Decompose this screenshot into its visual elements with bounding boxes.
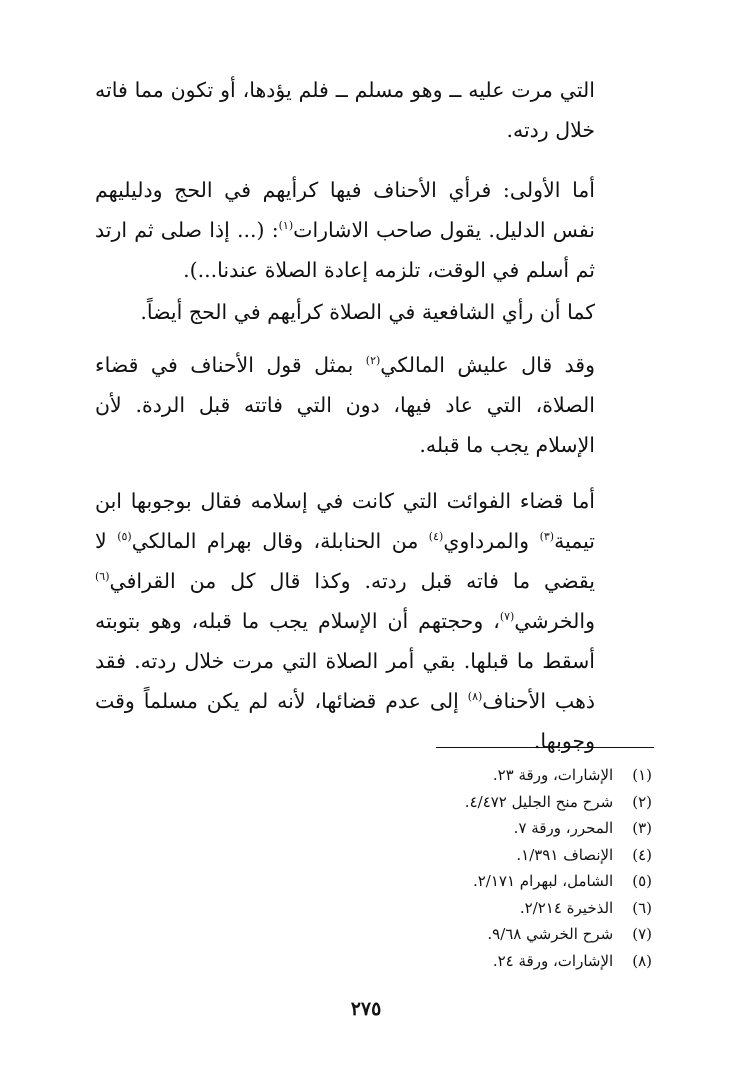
footnote-item: [352, 815, 652, 842]
paragraph-text: ، وحجتهم أن الإسلام يجب ما قبله، وهو بتوبته أسقط ما قبلها. بقي أمر الصلاة التي مرت خلال ردته. فقد ذهب الأحناف: [95, 609, 596, 713]
page-number: ٢٧٥: [350, 998, 382, 1020]
footnote-text: الشامل، لبهرام ٢/١٧١.: [472, 872, 614, 890]
footnote-number: (٤): [632, 845, 652, 864]
footnote-ref: (٨): [467, 690, 483, 704]
footnote-text: المحرر، ورقة ٧.: [513, 819, 614, 837]
footnote-divider: [436, 747, 654, 748]
paragraph-text: والمرداوي: [443, 529, 540, 553]
footnote-item: [352, 868, 652, 895]
footnote-ref: (٣): [539, 530, 555, 544]
footnote-item: [352, 921, 652, 948]
paragraph-text: : (... إذا صلى ثم ارتد ثم أسلم في الوقت، تلزمه إعادة الصلاة عندنا...).: [95, 218, 595, 282]
paragraph-1: [95, 70, 595, 150]
footnote-item: [352, 842, 652, 869]
footnote-number: (٨): [632, 951, 652, 970]
footnote-number: (٥): [632, 872, 652, 890]
footnote-ref: (٥): [117, 530, 132, 544]
footnote-text: الإنصاف ١/٣٩١.: [516, 845, 614, 864]
footnote-item: [352, 762, 652, 789]
footnote-ref: (٤): [428, 530, 444, 544]
footnote-item: [352, 789, 652, 816]
footnote-ref: (٢): [365, 354, 381, 368]
paragraph-text: وقد قال عليش المالكي: [380, 353, 596, 377]
paragraph-3: [95, 292, 595, 332]
footnote-text: الإشارات، ورقة ٢٣.: [492, 766, 614, 784]
footnote-number: (٦): [632, 898, 652, 917]
footnote-item: [352, 895, 652, 922]
footnote-item: [352, 948, 652, 975]
paragraph-text: من الحنابلة، وقال بهرام المالكي: [131, 529, 429, 553]
paragraph-4: [95, 345, 595, 465]
paragraph-text: كما أن رأي الشافعية في الصلاة كرأيهم في الحج أيضاً.: [140, 300, 595, 324]
footnote-ref: (١): [278, 219, 294, 233]
footnotes: [352, 762, 652, 974]
footnote-ref: (٧): [499, 610, 515, 624]
footnote-number: (٢): [632, 792, 652, 811]
paragraph-text: والخرشي: [514, 609, 595, 633]
footnote-text: الإشارات، ورقة ٢٤.: [492, 951, 614, 970]
footnote-number: (٣): [632, 819, 652, 837]
footnote-number: (١): [632, 766, 652, 784]
footnote-ref: (٦): [95, 570, 110, 584]
paragraph-2: [95, 170, 595, 290]
footnote-text: الذخيرة ٢/٢١٤.: [519, 898, 614, 917]
paragraph-text: أما قضاء الفوائت التي كانت في إسلامه فقال بوجوبها ابن تيمية: [95, 489, 596, 553]
paragraph-text: إلى عدم قضائها، لأنه لم يكن مسلماً وقت وجوبها.: [95, 689, 595, 753]
paragraph-text: أما الأولى: فرأي الأحناف فيها كرأيهم في الحج ودليليهم نفس الدليل. يقول صاحب الاشارات: [95, 178, 596, 242]
footnote-text: شرح الخرشي ٩/٦٨.: [487, 925, 614, 943]
paragraph-text: بمثل قول الأحناف في قضاء الصلاة، التي عاد فيها، دون التي فاتته قبل الردة. لأن الإسلام يجب ما قبله.: [95, 353, 595, 457]
paragraph-5: [95, 481, 595, 761]
footnote-text: شرح منح الجليل ٤/٤٧٢.: [464, 792, 614, 811]
paragraph-text: التي مرت عليه ــ وهو مسلم ــ فلم يؤدها، أو تكون مما فاته خلال ردته.: [95, 78, 595, 142]
footnote-number: (٧): [632, 925, 652, 943]
paragraph-text: لا يقضي ما فاته قبل ردته. وكذا قال كل من القرافي: [95, 529, 595, 593]
